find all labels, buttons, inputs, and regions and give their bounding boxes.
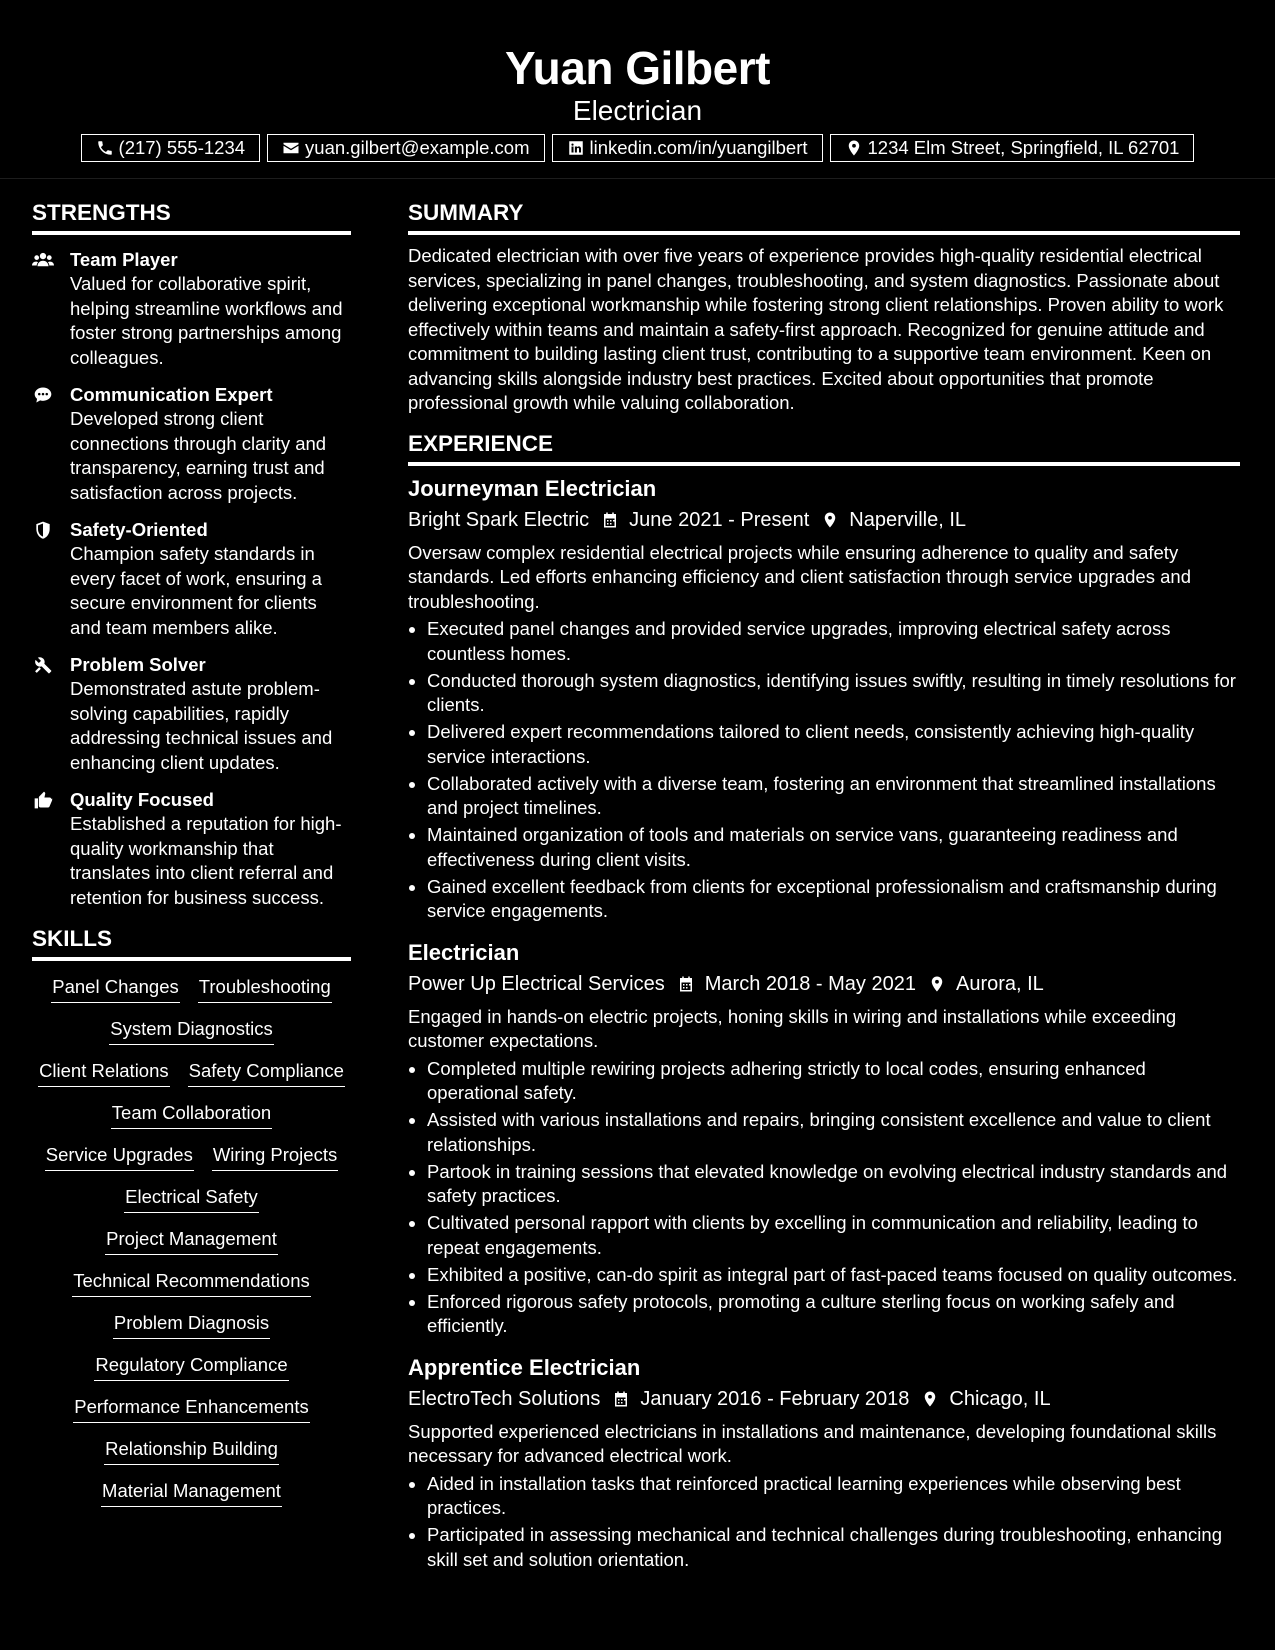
skill-tag: Problem Diagnosis (113, 1311, 270, 1339)
resume-header (0, 0, 1275, 178)
job-bullets (408, 617, 1240, 924)
job-bullet: • Conducted thorough system diagnostics, identifying issues swiftly, resulting in timely resolutions for clients. (427, 669, 1240, 718)
strength-desc: Developed strong client connections through clarity and transparency, earning trust and satisfaction across projects. (70, 408, 327, 503)
job-location: Aurora, IL (955, 972, 1044, 995)
skill-tag: Performance Enhancements (73, 1395, 309, 1423)
users-icon (32, 250, 54, 270)
job-bullets (408, 1057, 1240, 1339)
skill-tag: Wiring Projects (212, 1143, 338, 1171)
skill-tag: Team Collaboration (111, 1101, 272, 1129)
linkedin-icon (567, 139, 585, 157)
skill-tag: Technical Recommendations (72, 1269, 311, 1297)
job-bullet: • Delivered expert recommendations tailored to client needs, consistently achieving high-quality service interactions. (427, 720, 1240, 769)
job-bullet: • Cultivated personal rapport with clients by excelling in communication and reliability, leading to repeat engagements. (427, 1211, 1240, 1260)
job-dates: January 2016 - February 2018 (640, 1387, 910, 1410)
job-description: Engaged in hands-on electric projects, honing skills in wiring and installations while exceeding customer expectations. (408, 1005, 1177, 1051)
summary-text: Dedicated electrician with over five years of experience provides high-quality residential electrical services, specializing in panel changes, troubleshooting, and system diagnostics. Passionate about delivering exceptional workmanship while fostering strong client relationships. Proven ability to work effectively within teams and maintain a safety-first approach. Recognized for genuine attitude and commitment to building lasting client trust, contributing to a supportive team environment. Keen on advancing skills alongside industry best practices. Excited about opportunities that promote professional growth while valuing collaboration. (408, 245, 1224, 413)
strength-title: Problem Solver (70, 654, 206, 675)
skill-tag: System Diagnostics (109, 1017, 273, 1045)
address-text: 1234 Elm Street, Springfield, IL 62701 (867, 137, 1180, 158)
job-title: Electrician (408, 939, 520, 965)
strength-title: Communication Expert (70, 384, 273, 405)
job-company: Power Up Electrical Services (408, 972, 665, 995)
job-bullet: • Participated in assessing mechanical and technical challenges during troubleshooting, enhancing skill set and solution orientation. (427, 1523, 1240, 1572)
map-pin-icon (921, 1389, 939, 1409)
header-divider (0, 178, 1275, 179)
tools-icon (32, 655, 54, 675)
job-meta (408, 1384, 1240, 1414)
shield-icon (32, 520, 54, 540)
skill-tag: Regulatory Compliance (94, 1353, 288, 1381)
job-bullet: • Maintained organization of tools and materials on service vans, guaranteeing readiness and effectiveness during client visits. (427, 823, 1240, 872)
skill-tag: Project Management (105, 1227, 278, 1255)
contact-address[interactable] (830, 134, 1195, 162)
job-description: Supported experienced electricians in installations and maintenance, developing foundational skills necessary for advanced electrical work. (408, 1420, 1217, 1466)
calendar-icon (601, 510, 619, 530)
job-bullet: • Partook in training sessions that elevated knowledge on evolving electrical industry standards and safety practices. (427, 1160, 1240, 1209)
job-description: Oversaw complex residential electrical projects while ensuring adherence to quality and safety standards. Led efforts enhancing efficiency and client satisfaction through service upgrades and troubleshooting. (408, 541, 1191, 612)
strengths-heading: STRENGTHS (32, 198, 351, 235)
job-entry (408, 938, 1240, 1339)
strength-item (32, 652, 351, 775)
job-company: Bright Spark Electric (408, 508, 590, 531)
skill-tag: Troubleshooting (198, 975, 332, 1003)
summary-heading: SUMMARY (408, 198, 1240, 235)
job-bullet: • Collaborated actively with a diverse team, fostering an environment that streamlined installations and project timelines. (427, 772, 1240, 821)
job-meta (408, 969, 1240, 999)
phone-icon (96, 139, 114, 157)
contact-linkedin[interactable] (552, 134, 823, 162)
skill-tag: Electrical Safety (124, 1185, 259, 1213)
strength-item (32, 382, 351, 505)
strength-title: Safety-Oriented (70, 519, 208, 540)
contact-bar (0, 134, 1275, 162)
comment-icon (32, 385, 54, 405)
map-pin-icon (845, 139, 863, 157)
thumbs-up-icon (32, 790, 54, 810)
calendar-icon (612, 1389, 630, 1409)
mail-icon (282, 139, 300, 157)
job-bullet: • Exhibited a positive, can-do spirit as integral part of fast-paced teams focused on quality outcomes. (427, 1263, 1240, 1288)
skills-list (32, 969, 351, 1507)
skill-tag: Service Upgrades (45, 1143, 194, 1171)
skill-tag: Client Relations (38, 1059, 170, 1087)
phone-text: (217) 555-1234 (118, 137, 246, 158)
job-title: Journeyman Electrician (408, 475, 657, 501)
job-bullet: • Enforced rigorous safety protocols, promoting a culture sterling focus on working safely and efficiently. (427, 1290, 1240, 1339)
job-dates: June 2021 - Present (629, 508, 810, 531)
strength-desc: Valued for collaborative spirit, helping streamline workflows and foster strong partnerships among colleagues. (70, 273, 343, 368)
email-text: yuan.gilbert@example.com (305, 137, 530, 158)
job-bullet: • Assisted with various installations and repairs, bringing consistent excellence and value to client relationships. (427, 1108, 1240, 1157)
strength-desc: Established a reputation for high-quality workmanship that translates into client referral and retention for business success. (70, 813, 342, 908)
experience-heading: EXPERIENCE (408, 429, 1240, 466)
job-title: Apprentice Electrician (408, 1354, 641, 1380)
skill-tag: Material Management (101, 1479, 282, 1507)
skill-tag: Panel Changes (51, 975, 180, 1003)
job-bullet: • Gained excellent feedback from clients for exceptional professionalism and craftsmanship during service engagements. (427, 875, 1240, 924)
calendar-icon (677, 974, 695, 994)
map-pin-icon (821, 510, 839, 530)
job-entry (408, 1353, 1240, 1573)
skill-tag: Safety Compliance (188, 1059, 345, 1087)
strength-title: Quality Focused (70, 789, 214, 810)
job-bullet: • Completed multiple rewiring projects adhering strictly to local codes, ensuring enhanced operational safety. (427, 1057, 1240, 1106)
job-location: Naperville, IL (849, 508, 967, 531)
contact-phone[interactable] (81, 134, 261, 162)
strength-item (32, 517, 351, 640)
skills-heading: SKILLS (32, 924, 351, 961)
map-pin-icon (928, 974, 946, 994)
candidate-name: Yuan Gilbert (505, 42, 770, 94)
strengths-list (32, 247, 351, 910)
strength-desc: Champion safety standards in every facet of work, ensuring a secure environment for clients and team members alike. (70, 543, 322, 638)
strength-desc: Demonstrated astute problem-solving capabilities, rapidly addressing technical issues and enhancing client updates. (70, 678, 333, 773)
candidate-title: Electrician (572, 95, 703, 126)
job-entry (408, 474, 1240, 924)
contact-email[interactable] (267, 134, 544, 162)
job-dates: March 2018 - May 2021 (704, 972, 916, 995)
linkedin-text: linkedin.com/in/yuangilbert (589, 137, 808, 158)
job-location: Chicago, IL (949, 1387, 1051, 1410)
right-column (408, 198, 1240, 1575)
left-column (32, 198, 351, 1507)
strength-item (32, 787, 351, 910)
job-bullet: • Executed panel changes and provided service upgrades, improving electrical safety across countless homes. (427, 617, 1240, 666)
job-bullet: • Aided in installation tasks that reinforced practical learning experiences while observing best practices. (427, 1472, 1240, 1521)
skill-tag: Relationship Building (104, 1437, 279, 1465)
job-bullets (408, 1472, 1240, 1573)
strength-title: Team Player (70, 249, 178, 270)
strength-item (32, 247, 351, 370)
job-meta (408, 505, 1240, 535)
job-company: ElectroTech Solutions (408, 1387, 601, 1410)
